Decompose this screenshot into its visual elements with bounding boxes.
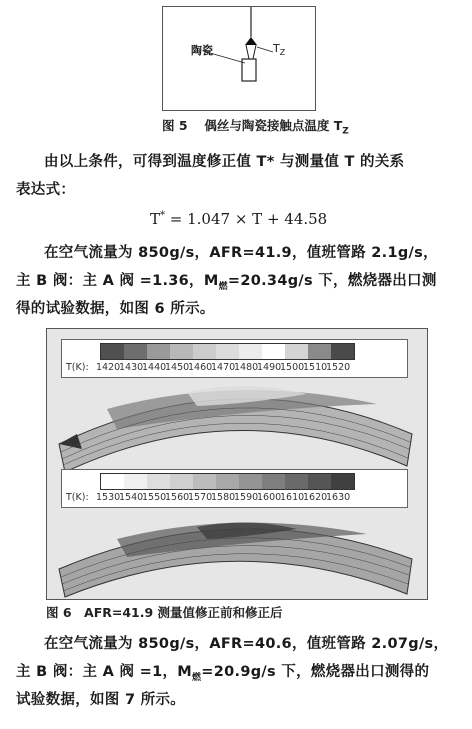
paragraph-2-line-1: 在空气流量为 850g/s，AFR=41.9，值班管路 2.1g/s， bbox=[44, 245, 438, 261]
paragraph-1-line-1: 由以上条件，可得到温度修正值 T* 与测量值 T 的关系 bbox=[44, 154, 405, 170]
legend-1-swatch bbox=[216, 344, 239, 359]
legend-2-tick: 1580 bbox=[211, 492, 236, 503]
legend-1-swatch bbox=[262, 344, 285, 359]
legend-2-tick: 1540 bbox=[119, 492, 144, 503]
paragraph-3-line-2: 主 B 阀：主 A 阀 =1，$M_燃=20.9g/s$ 下，燃烧器出口测得的 bbox=[16, 664, 430, 683]
legend-2-ticks bbox=[66, 492, 349, 503]
legend-1-tick: 1440 bbox=[142, 362, 167, 373]
legend-2-tick: 1570 bbox=[188, 492, 213, 503]
legend-1-tick: 1450 bbox=[165, 362, 190, 373]
legend-before-correction bbox=[61, 339, 408, 378]
temperature-map-before bbox=[47, 374, 427, 469]
ceramic-label: 陶瓷 bbox=[191, 44, 213, 57]
legend-2-swatch bbox=[285, 474, 308, 489]
legend-1-tick: 1510 bbox=[303, 362, 328, 373]
paragraph-2-line-2: 主 B 阀：主 A 阀 =1.36，$M_燃=20.34g/s$ 下，燃烧器出口测 bbox=[16, 273, 437, 292]
legend-after-correction bbox=[61, 469, 408, 508]
legend-1-tick: 1470 bbox=[211, 362, 236, 373]
thermocouple-diagram bbox=[163, 7, 315, 110]
legend-1-unit: T(K): bbox=[66, 362, 89, 373]
legend-1-swatch bbox=[170, 344, 193, 359]
legend-2-tick: 1530 bbox=[96, 492, 121, 503]
correction-formula: T* = 1.047 × T + 44.58 bbox=[150, 210, 328, 228]
legend-2-swatches bbox=[100, 473, 355, 490]
legend-1-swatch bbox=[147, 344, 170, 359]
legend-1-tick: 1480 bbox=[234, 362, 259, 373]
legend-1-swatch bbox=[285, 344, 308, 359]
figure-6-caption: 图 6 AFR=41.9 测量值修正前和修正后 bbox=[46, 605, 283, 620]
junction-icon bbox=[245, 37, 257, 45]
legend-2-swatch bbox=[331, 474, 354, 489]
legend-1-swatch bbox=[101, 344, 124, 359]
legend-2-swatch bbox=[308, 474, 331, 489]
legend-1-tick: 1430 bbox=[119, 362, 144, 373]
legend-1-swatch bbox=[193, 344, 216, 359]
legend-1-tick: 1420 bbox=[96, 362, 121, 373]
legend-2-swatch bbox=[193, 474, 216, 489]
legend-2-tick: 1630 bbox=[326, 492, 351, 503]
legend-2-tick: 1560 bbox=[165, 492, 190, 503]
legend-2-tick: 1600 bbox=[257, 492, 282, 503]
legend-2-unit: T(K): bbox=[66, 492, 89, 503]
legend-2-swatch bbox=[101, 474, 124, 489]
legend-1-swatch bbox=[124, 344, 147, 359]
paragraph-3-line-3: 试验数据，如图 7 所示。 bbox=[16, 692, 186, 708]
legend-2-swatch bbox=[239, 474, 262, 489]
legend-1-tick: 1500 bbox=[280, 362, 305, 373]
legend-1-swatch bbox=[331, 344, 354, 359]
legend-1-swatches bbox=[100, 343, 355, 360]
paragraph-3-line-1: 在空气流量为 850g/s，AFR=40.6，值班管路 2.07g/s， bbox=[44, 636, 449, 652]
legend-1-tick: 1460 bbox=[188, 362, 213, 373]
paragraph-2-line-3: 得的试验数据，如图 6 所示。 bbox=[16, 301, 215, 317]
legend-1-ticks bbox=[66, 362, 349, 373]
legend-1-tick: 1490 bbox=[257, 362, 282, 373]
legend-2-swatch bbox=[124, 474, 147, 489]
legend-2-swatch bbox=[216, 474, 239, 489]
figure-5-caption: 图 5 偶丝与陶瓷接触点温度 $T_Z$ bbox=[162, 118, 349, 137]
tz-label: $T_Z$ bbox=[273, 42, 286, 58]
temperature-map-after bbox=[47, 509, 427, 599]
legend-1-swatch bbox=[308, 344, 331, 359]
legend-2-swatch bbox=[170, 474, 193, 489]
figure-6-panel bbox=[46, 328, 428, 600]
legend-1-swatch bbox=[239, 344, 262, 359]
legend-1-tick: 1520 bbox=[326, 362, 351, 373]
legend-2-tick: 1610 bbox=[280, 492, 305, 503]
legend-2-swatch bbox=[147, 474, 170, 489]
legend-2-tick: 1620 bbox=[303, 492, 328, 503]
legend-2-tick: 1590 bbox=[234, 492, 259, 503]
figure-5-diagram bbox=[162, 6, 316, 111]
paragraph-1-line-2: 表达式： bbox=[16, 182, 76, 198]
legend-2-swatch bbox=[262, 474, 285, 489]
legend-2-tick: 1550 bbox=[142, 492, 167, 503]
